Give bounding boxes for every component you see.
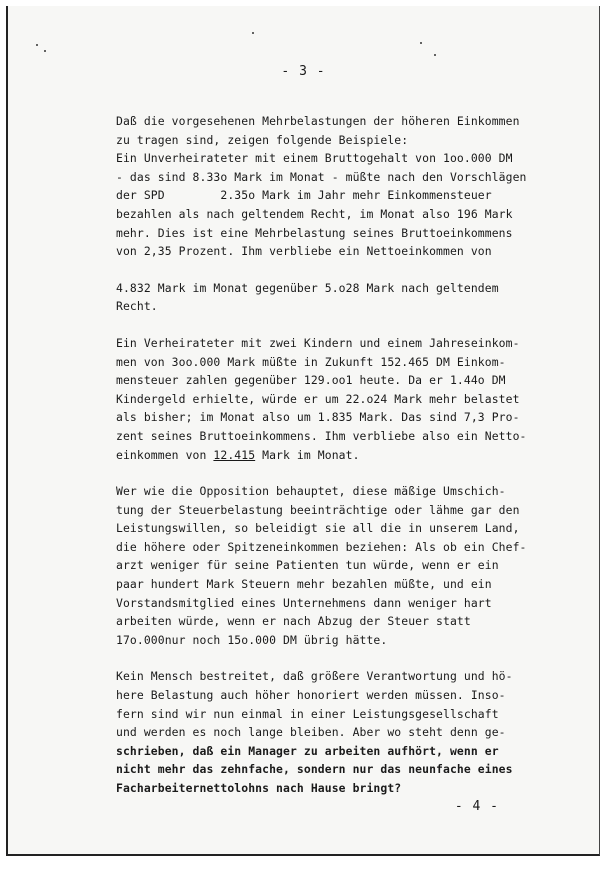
text-line: bezahlen als nach geltendem Recht, im Monat also 196 Mark <box>116 206 513 221</box>
text-line-bold: Facharbeiternettolohns nach Hause bringt? <box>116 781 402 795</box>
text-line: here Belastung auch höher honoriert werden müssen. Inso- <box>116 688 506 703</box>
text-line: zu tragen sind, zeigen folgende Beispiele: <box>116 132 409 147</box>
text-line: - das sind 8.33o Mark im Monat - müßte nach den Vorschlägen <box>116 169 527 184</box>
text-line: 4.832 Mark im Monat gegenüber 5.o28 Mark nach geltendem <box>116 280 499 295</box>
text-line: zent seines Bruttoeinkommens. Ihm verbliebe also ein Netto- <box>116 428 527 443</box>
paragraph-3 <box>116 334 576 464</box>
paragraph-4 <box>116 482 576 649</box>
paragraph-5 <box>116 667 576 797</box>
spacer <box>116 464 576 482</box>
text-line: Leistungswillen, so beleidigt sie all die in unserem Land, <box>116 521 520 536</box>
spacer <box>116 316 576 334</box>
text-line: Vorstandsmitglied eines Unternehmens dann weniger hart <box>116 595 492 610</box>
text-line: fern sind wir nun einmal in einer Leistungsgesellschaft <box>116 706 499 721</box>
text-fragment: Mark im Monat. <box>255 447 360 462</box>
text-line: arzt weniger für seine Patienten tun würde, wenn er ein <box>116 558 499 573</box>
scan-speck <box>36 44 38 46</box>
text-line: Daß die vorgesehenen Mehrbelastungen der höheren Einkommen <box>116 114 520 128</box>
text-line: die höhere oder Spitzeneinkommen beziehen: Als ob ein Chef- <box>116 539 527 554</box>
text-line: und werden es noch lange bleiben. Aber wo steht denn ge- <box>116 725 506 740</box>
scan-speck <box>44 50 46 52</box>
scan-speck <box>434 54 436 56</box>
text-line-bold: nicht mehr das zehnfache, sondern nur das neunfache eines <box>116 762 513 777</box>
spacer <box>116 649 576 667</box>
text-fragment: einkommen von <box>116 447 214 462</box>
paragraph-2 <box>116 279 576 316</box>
body-text <box>116 112 576 798</box>
text-line-bold: schrieben, daß ein Manager zu arbeiten aufhört, wenn er <box>116 743 499 758</box>
text-line: Kein Mensch bestreitet, daß größere Verantwortung und hö- <box>116 669 513 684</box>
page-number-top: - 3 - <box>281 64 326 79</box>
spacer <box>116 261 576 279</box>
document-page <box>6 6 600 856</box>
paragraph-1 <box>116 112 576 261</box>
underlined-amount: 12.415 <box>213 447 256 462</box>
text-line: mehr. Dies ist eine Mehrbelastung seines Bruttoeinkommens <box>116 225 513 240</box>
text-line: von 2,35 Prozent. Ihm verbliebe ein Nettoeinkommen von <box>116 244 492 259</box>
text-line: men von 3oo.000 Mark müßte in Zukunft 152.465 DM Einkom- <box>116 354 506 369</box>
text-line: arbeiten würde, wenn er nach Abzug der Steuer statt <box>116 614 471 629</box>
page-number-bottom: - 4 - <box>454 799 499 814</box>
scan-speck <box>252 32 254 34</box>
text-line: Recht. <box>116 299 158 314</box>
text-line <box>116 446 576 465</box>
text-line: Ein Unverheirateter mit einem Bruttogehalt von 1oo.000 DM <box>116 151 513 166</box>
text-line: Kindergeld erhielte, würde er um 22.o24 Mark mehr belastet <box>116 391 520 406</box>
text-line: als bisher; im Monat also um 1.835 Mark. Das sind 7,3 Pro- <box>116 410 520 425</box>
text-line: paar hundert Mark Steuern mehr bezahlen müßte, und ein <box>116 577 492 592</box>
text-line: der SPD 2.35o Mark im Jahr mehr Einkommensteuer <box>116 188 492 203</box>
text-line: Ein Verheirateter mit zwei Kindern und einem Jahreseinkom- <box>116 335 520 350</box>
text-line: mensteuer zahlen gegenüber 129.oo1 heute. Da er 1.44o DM <box>116 373 506 388</box>
text-line: Wer wie die Opposition behauptet, diese mäßige Umschich- <box>116 484 506 499</box>
text-line: tung der Steuerbelastung beeinträchtige oder lähme gar den <box>116 502 520 517</box>
scan-speck <box>420 42 422 44</box>
text-line: 17o.000nur noch 15o.000 DM übrig hätte. <box>116 632 388 647</box>
